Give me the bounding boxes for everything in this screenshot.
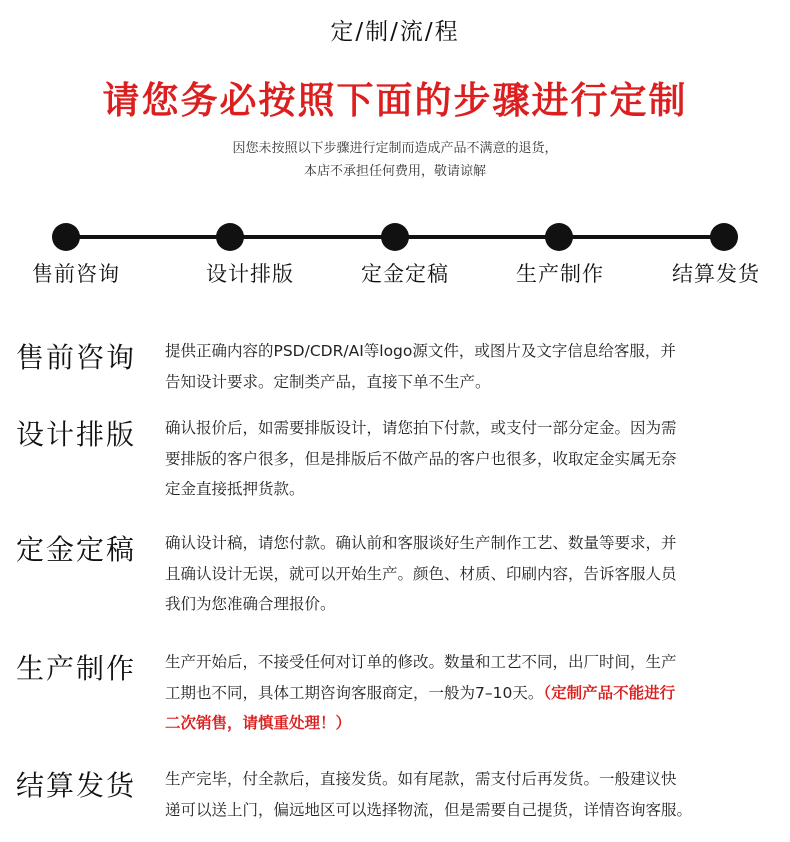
section-body — [165, 413, 775, 505]
section-heading: 售前咨询 — [16, 341, 137, 374]
page-title: 定/制/流/程 — [330, 19, 460, 45]
section-text-line: 且确认设计无误，就可以开始生产。颜色、材质、印刷内容，告诉客服人员 — [165, 564, 677, 583]
section-heading: 生产制作 — [16, 652, 137, 685]
section-heading: 设计排版 — [16, 418, 137, 451]
warning-text: 二次销售，请慎重处理！） — [165, 714, 352, 732]
timeline-dot-1 — [52, 223, 80, 251]
timeline-step-label: 生产制作 — [516, 262, 604, 286]
timeline-step-label: 定金定稿 — [361, 262, 449, 286]
timeline-dot-2 — [216, 223, 244, 251]
section-text-line: 确认报价后，如需要排版设计，请您拍下付款，或支付一部分定金。因为需 — [165, 419, 677, 437]
section-text-line: 递可以送上门，偏远地区可以选择物流，但是需要自己提货，详情咨询客服。 — [165, 800, 693, 819]
section-body — [165, 764, 775, 825]
section-heading: 结算发货 — [16, 769, 137, 802]
section-text-line: 我们为您准确合理报价。 — [165, 595, 336, 613]
timeline-dot-5 — [710, 223, 738, 251]
section-heading: 定金定稿 — [16, 533, 137, 566]
notice-line-2: 本店不承担任何费用，敬请谅解 — [303, 164, 486, 179]
section-text-line: 生产开始后，不接受任何对订单的修改。数量和工艺不同，出厂时间，生产 — [165, 653, 677, 671]
section-text-line: 告知设计要求。定制类产品，直接下单不生产。 — [165, 372, 491, 391]
section-text-line: 要排版的客户很多，但是排版后不做产品的客户也很多，收取定金实属无奈 — [165, 449, 677, 468]
warning-text: （定制产品不能进行 — [543, 683, 676, 702]
section-text-line — [165, 678, 775, 709]
section-text-line: 生产完毕，付全款后，直接发货。如有尾款，需支付后再发货。一般建议快 — [165, 770, 677, 788]
timeline-dot-3 — [381, 223, 409, 251]
timeline-step-label: 结算发货 — [672, 262, 760, 286]
timeline-step-label: 设计排版 — [206, 262, 294, 286]
section-body — [165, 336, 775, 397]
section-text-plain: 工期也不同，具体工期咨询客服商定，一般为7–10天。 — [165, 683, 544, 702]
timeline-step-label: 售前咨询 — [32, 262, 120, 286]
notice-line-1: 因您未按照以下步骤进行定制而造成产品不满意的退货， — [232, 141, 558, 156]
timeline-dot-4 — [545, 223, 573, 251]
section-text-line: 确认设计稿，请您付款。确认前和客服谈好生产制作工艺、数量等要求，并 — [165, 534, 677, 552]
section-body — [165, 647, 775, 739]
section-text-line: 定金直接抵押货款。 — [165, 480, 305, 498]
section-body — [165, 528, 775, 620]
section-text-line: 提供正确内容的PSD/CDR/AI等logo源文件，或图片及文字信息给客服，并 — [165, 342, 676, 360]
process-timeline — [0, 220, 790, 290]
headline: 请您务必按照下面的步骤进行定制 — [102, 79, 688, 122]
